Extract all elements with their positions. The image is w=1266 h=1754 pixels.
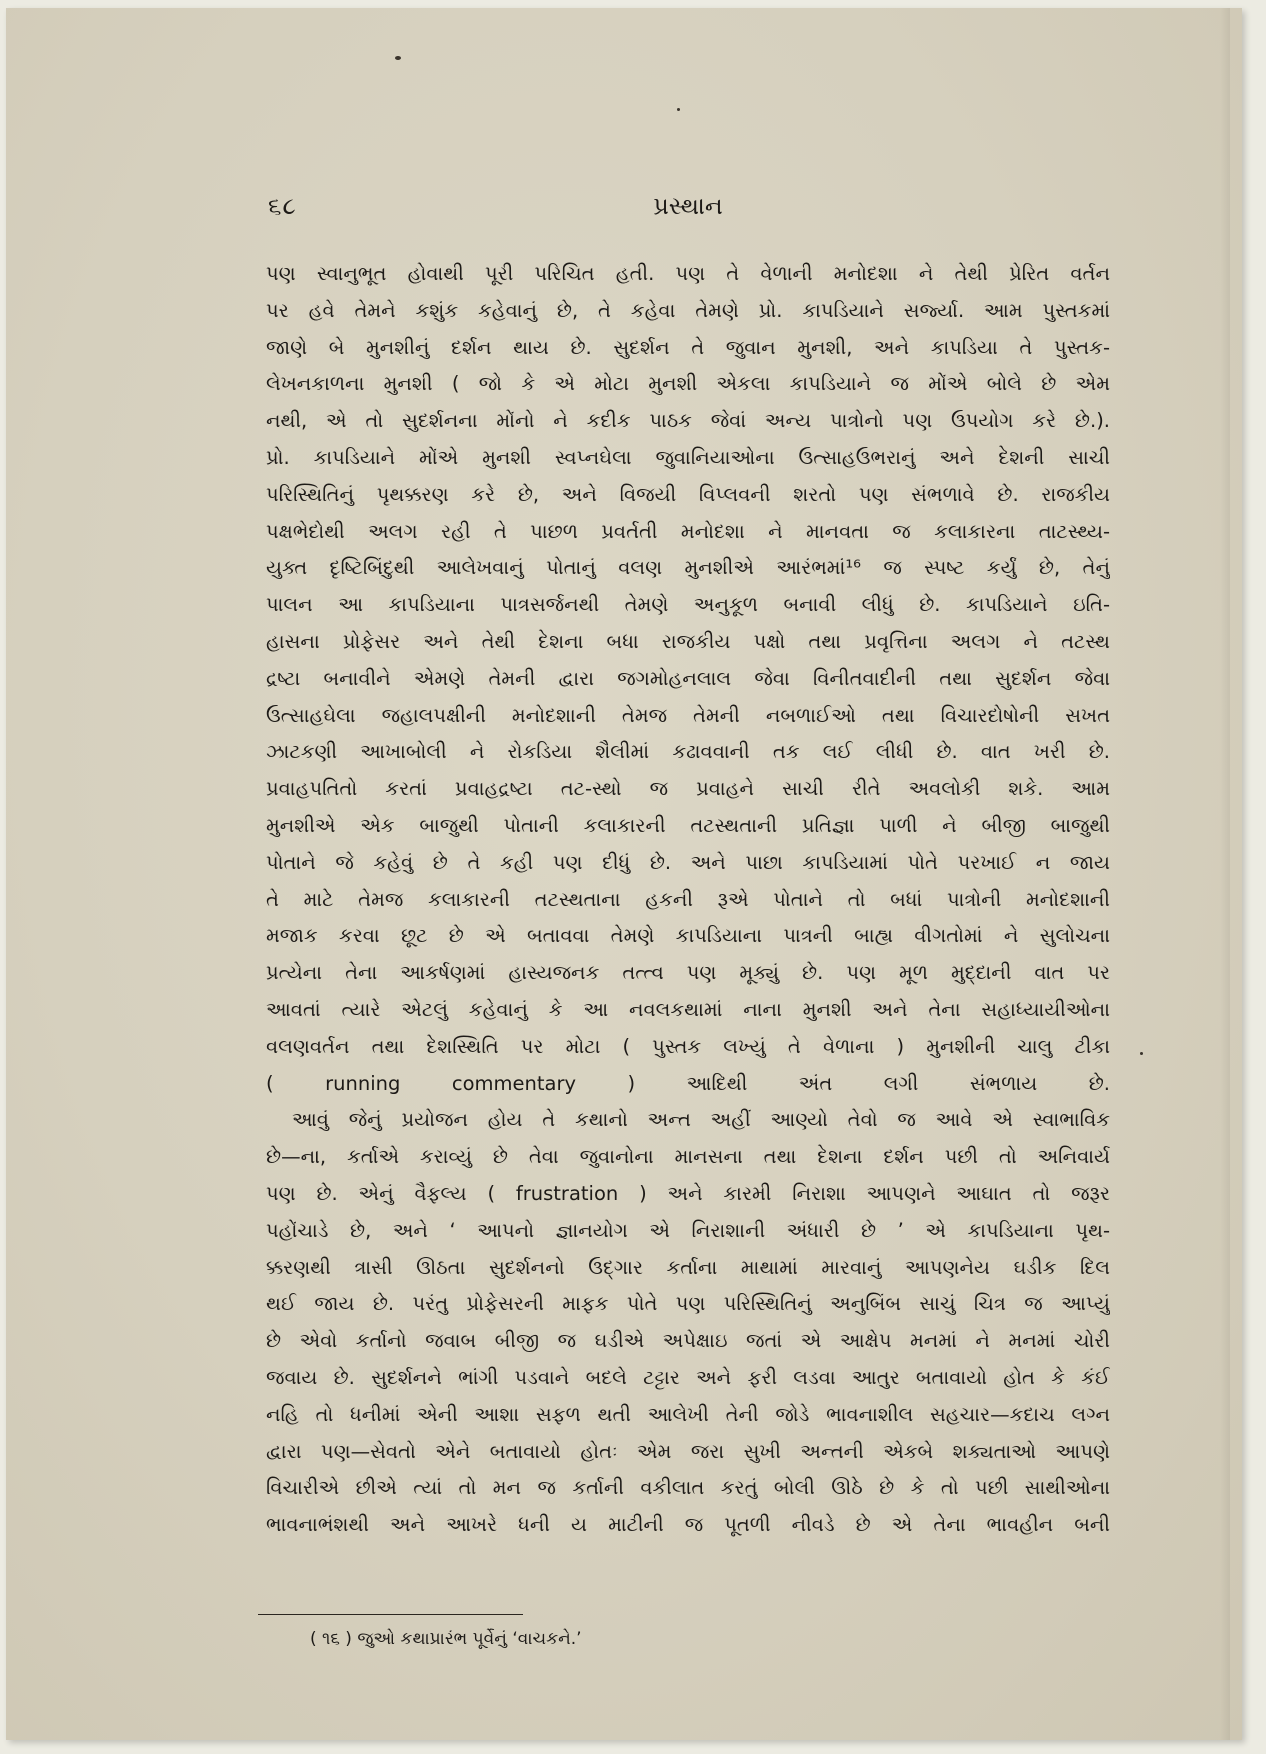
text-line: ઉત્સાહઘેલા જહાલપક્ષીની મનોદશાની તેમજ તેમની નબળાઈઓ તથા વિચારદોષોની સખત (266, 703, 1110, 727)
text-line: દ્વારા પણ—સેવતો એને બતાવાયો હોતઃ એમ જરા સુખી અન્તની એકબે શક્યતાઓ આપણે (266, 1439, 1110, 1463)
text-line: પહોંચાડે છે, અને ‘ આપનો જ્ઞાનયોગ એ નિરાશાની અંધારી છે ’ એ કાપડિયાના પૃથ- (266, 1218, 1110, 1242)
text-line: વલણવર્તન તથા દેશસ્થિતિ પર મોટા ( પુસ્તક લખ્યું તે વેળાના ) મુનશીની ચાલુ ટીકા (266, 1034, 1110, 1058)
text-line: ક્કરણથી ત્રાસી ઊઠતા સુદર્શનનો ઉદ્ગાર કર્તાના માથામાં મારવાનું આપણનેય ઘડીક દિલ (266, 1255, 1110, 1279)
text-line: છે—ના, કર્તાએ કરાવ્યું છે તેવા જુવાનોના માનસના તથા દેશના દર્શન પછી તો અનિવાર્ય (266, 1145, 1110, 1169)
ink-speck (395, 56, 401, 60)
paragraph (266, 256, 1110, 1102)
text-line: પક્ષભેદોથી અલગ રહી તે પાછળ પ્રવર્તતી મનોદશા ને માનવતા જ કલાકારના તાટસ્થ્ય- (266, 519, 1110, 543)
text-line: મુનશીએ એક બાજુથી પોતાની કલાકારની તટસ્થતાની પ્રતિજ્ઞા પાળી ને બીજી બાજુથી (266, 813, 1110, 837)
body-text (266, 256, 1110, 1544)
text-line: તે માટે તેમજ કલાકારની તટસ્થતાના હકની રૂએ પોતાને તો બધાં પાત્રોની મનોદશાની (266, 887, 1110, 911)
text-line: દ્રષ્ટા બનાવીને એમણે તેમની દ્વારા જગમોહનલાલ જેવા વિનીતવાદીની તથા સુદર્શન જેવા (266, 666, 1110, 690)
footnote-rule (258, 1614, 523, 1615)
text-line: પ્રવાહપતિતો કરતાં પ્રવાહદ્રષ્ટા તટ-સ્થો જ પ્રવાહને સાચી રીતે અવલોકી શકે. આમ (266, 777, 1110, 801)
text-line: પ્રત્યેના તેના આકર્ષણમાં હાસ્યજનક તત્ત્વ પણ મૂક્યું છે. પણ મૂળ મુદ્દાની વાત પર (266, 961, 1110, 985)
text-line: મજાક કરવા છૂટ છે એ બતાવવા તેમણે કાપડિયાના પાત્રની બાહ્ય વીગતોમાં ને સુલોચના (266, 924, 1110, 948)
text-line: જાણે બે મુનશીનું દર્શન થાય છે. સુદર્શન તે જુવાન મુનશી, અને કાપડિયા તે પુસ્તક- (266, 335, 1110, 359)
ink-speck (677, 108, 680, 111)
text-line: પર હવે તેમને કશુંક કહેવાનું છે, તે કહેવા તેમણે પ્રો. કાપડિયાને સર્જ્યા. આમ પુસ્તકમાં (266, 298, 1110, 322)
footnote: ( ૧૬ ) જુઓ કથાપ્રારંભ પૂર્વેનું ‘વાચકને.’ (310, 1629, 582, 1649)
text-line: પ્રો. કાપડિયાને મોંએ મુનશી સ્વપ્નઘેલા જુવાનિયાઓના ઉત્સાહઉભરાનું અને દેશની સાચી (266, 445, 1110, 469)
text-line: થઈ જાય છે. પરંતુ પ્રોફેસરની માફક પોતે પણ પરિસ્થિતિનું અનુબિંબ સાચું ચિત્ર જ આપ્યું (266, 1292, 1110, 1316)
text-line: યુક્ત દૃષ્ટિબિંદુથી આલેખવાનું પોતાનું વલણ મુનશીએ આરંભમાં¹⁶ જ સ્પષ્ટ કર્યું છે, તેનું (266, 556, 1110, 580)
ink-speck (1140, 1052, 1143, 1055)
running-head: પ્રસ્થાન (653, 192, 723, 220)
text-line: લેખનકાળના મુનશી ( જો કે એ મોટા મુનશી એકલા કાપડિયાને જ મોંએ બોલે છે એમ (266, 372, 1110, 396)
text-line: પણ સ્વાનુભૂત હોવાથી પૂરી પરિચિત હતી. પણ તે વેળાની મનોદશા ને તેથી પ્રેરિત વર્તન (266, 262, 1110, 285)
text-line: હાસના પ્રોફેસર અને તેથી દેશના બધા રાજકીય પક્ષો તથા પ્રવૃત્તિના અલગ ને તટસ્થ (266, 629, 1110, 653)
page-number: ૬૮ (268, 192, 297, 220)
text-line: વિચારીએ છીએ ત્યાં તો મન જ કર્તાની વકીલાત કરતું બોલી ઊઠે છે કે તો પછી સાથીઓના (266, 1476, 1110, 1500)
text-line: પોતાને જે કહેવું છે તે કહી પણ દીધું છે. અને પાછા કાપડિયામાં પોતે પરખાઈ ન જાય (266, 850, 1110, 874)
text-line: નથી, એ તો સુદર્શનના મોંનો ને કદીક પાઠક જેવાં અન્ય પાત્રોનો પણ ઉપયોગ કરે છે.). (266, 409, 1110, 433)
text-line: ભાવનાભંશથી અને આખરે ધની ય માટીની જ પૂતળી નીવડે છે એ તેના ભાવહીન બની (266, 1513, 1110, 1537)
text-line: ઝાટકણી આખાબોલી ને રોકડિયા શૈલીમાં કઢાવવાની તક લઈ લીધી છે. વાત ખરી છે. (266, 740, 1110, 764)
paragraph (266, 1102, 1110, 1544)
text-line: પાલન આ કાપડિયાના પાત્રસર્જનથી તેમણે અનુકૂળ બનાવી લીધું છે. કાપડિયાને ઇતિ- (266, 593, 1110, 617)
text-line: ( running commentary ) આદિથી અંત લગી સંભળાય છે. (266, 1071, 1110, 1095)
text-line: જવાય છે. સુદર્શનને ભાંગી પડવાને બદલે ટટ્ટાર અને ફરી લડવા આતુર બતાવાયો હોત કે કંઈ (266, 1365, 1110, 1389)
text-line: છે એવો કર્તાનો જવાબ બીજી જ ઘડીએ અપેક્ષાઇ જતાં એ આક્ષેપ મનમાં ને મનમાં ચોરી (266, 1329, 1110, 1353)
page-header (268, 192, 1108, 232)
text-line: પણ છે. એનું વૈફલ્ય ( frustration ) અને કારમી નિરાશા આપણને આઘાત તો જરૂર (266, 1181, 1110, 1205)
text-line: આવતાં ત્યારે એટલું કહેવાનું કે આ નવલકથામાં નાના મુનશી અને તેના સહાધ્યાયીઓના (266, 997, 1110, 1021)
text-line: આવું જેનું પ્રયોજન હોય તે કથાનો અન્ત અહીં આણ્યો તેવો જ આવે એ સ્વાભાવિક (292, 1108, 1110, 1132)
page-edge-shadow (1220, 8, 1230, 1740)
text-line: નહિ તો ધનીમાં એની આશા સફળ થતી આલેખી તેની જોડે ભાવનાશીલ સહચાર—કદાચ લગ્ન (266, 1402, 1110, 1426)
text-line: પરિસ્થિતિનું પૃથક્કરણ કરે છે, અને વિજયી વિપ્લવની શરતો પણ સંભળાવે છે. રાજકીય (266, 482, 1110, 506)
